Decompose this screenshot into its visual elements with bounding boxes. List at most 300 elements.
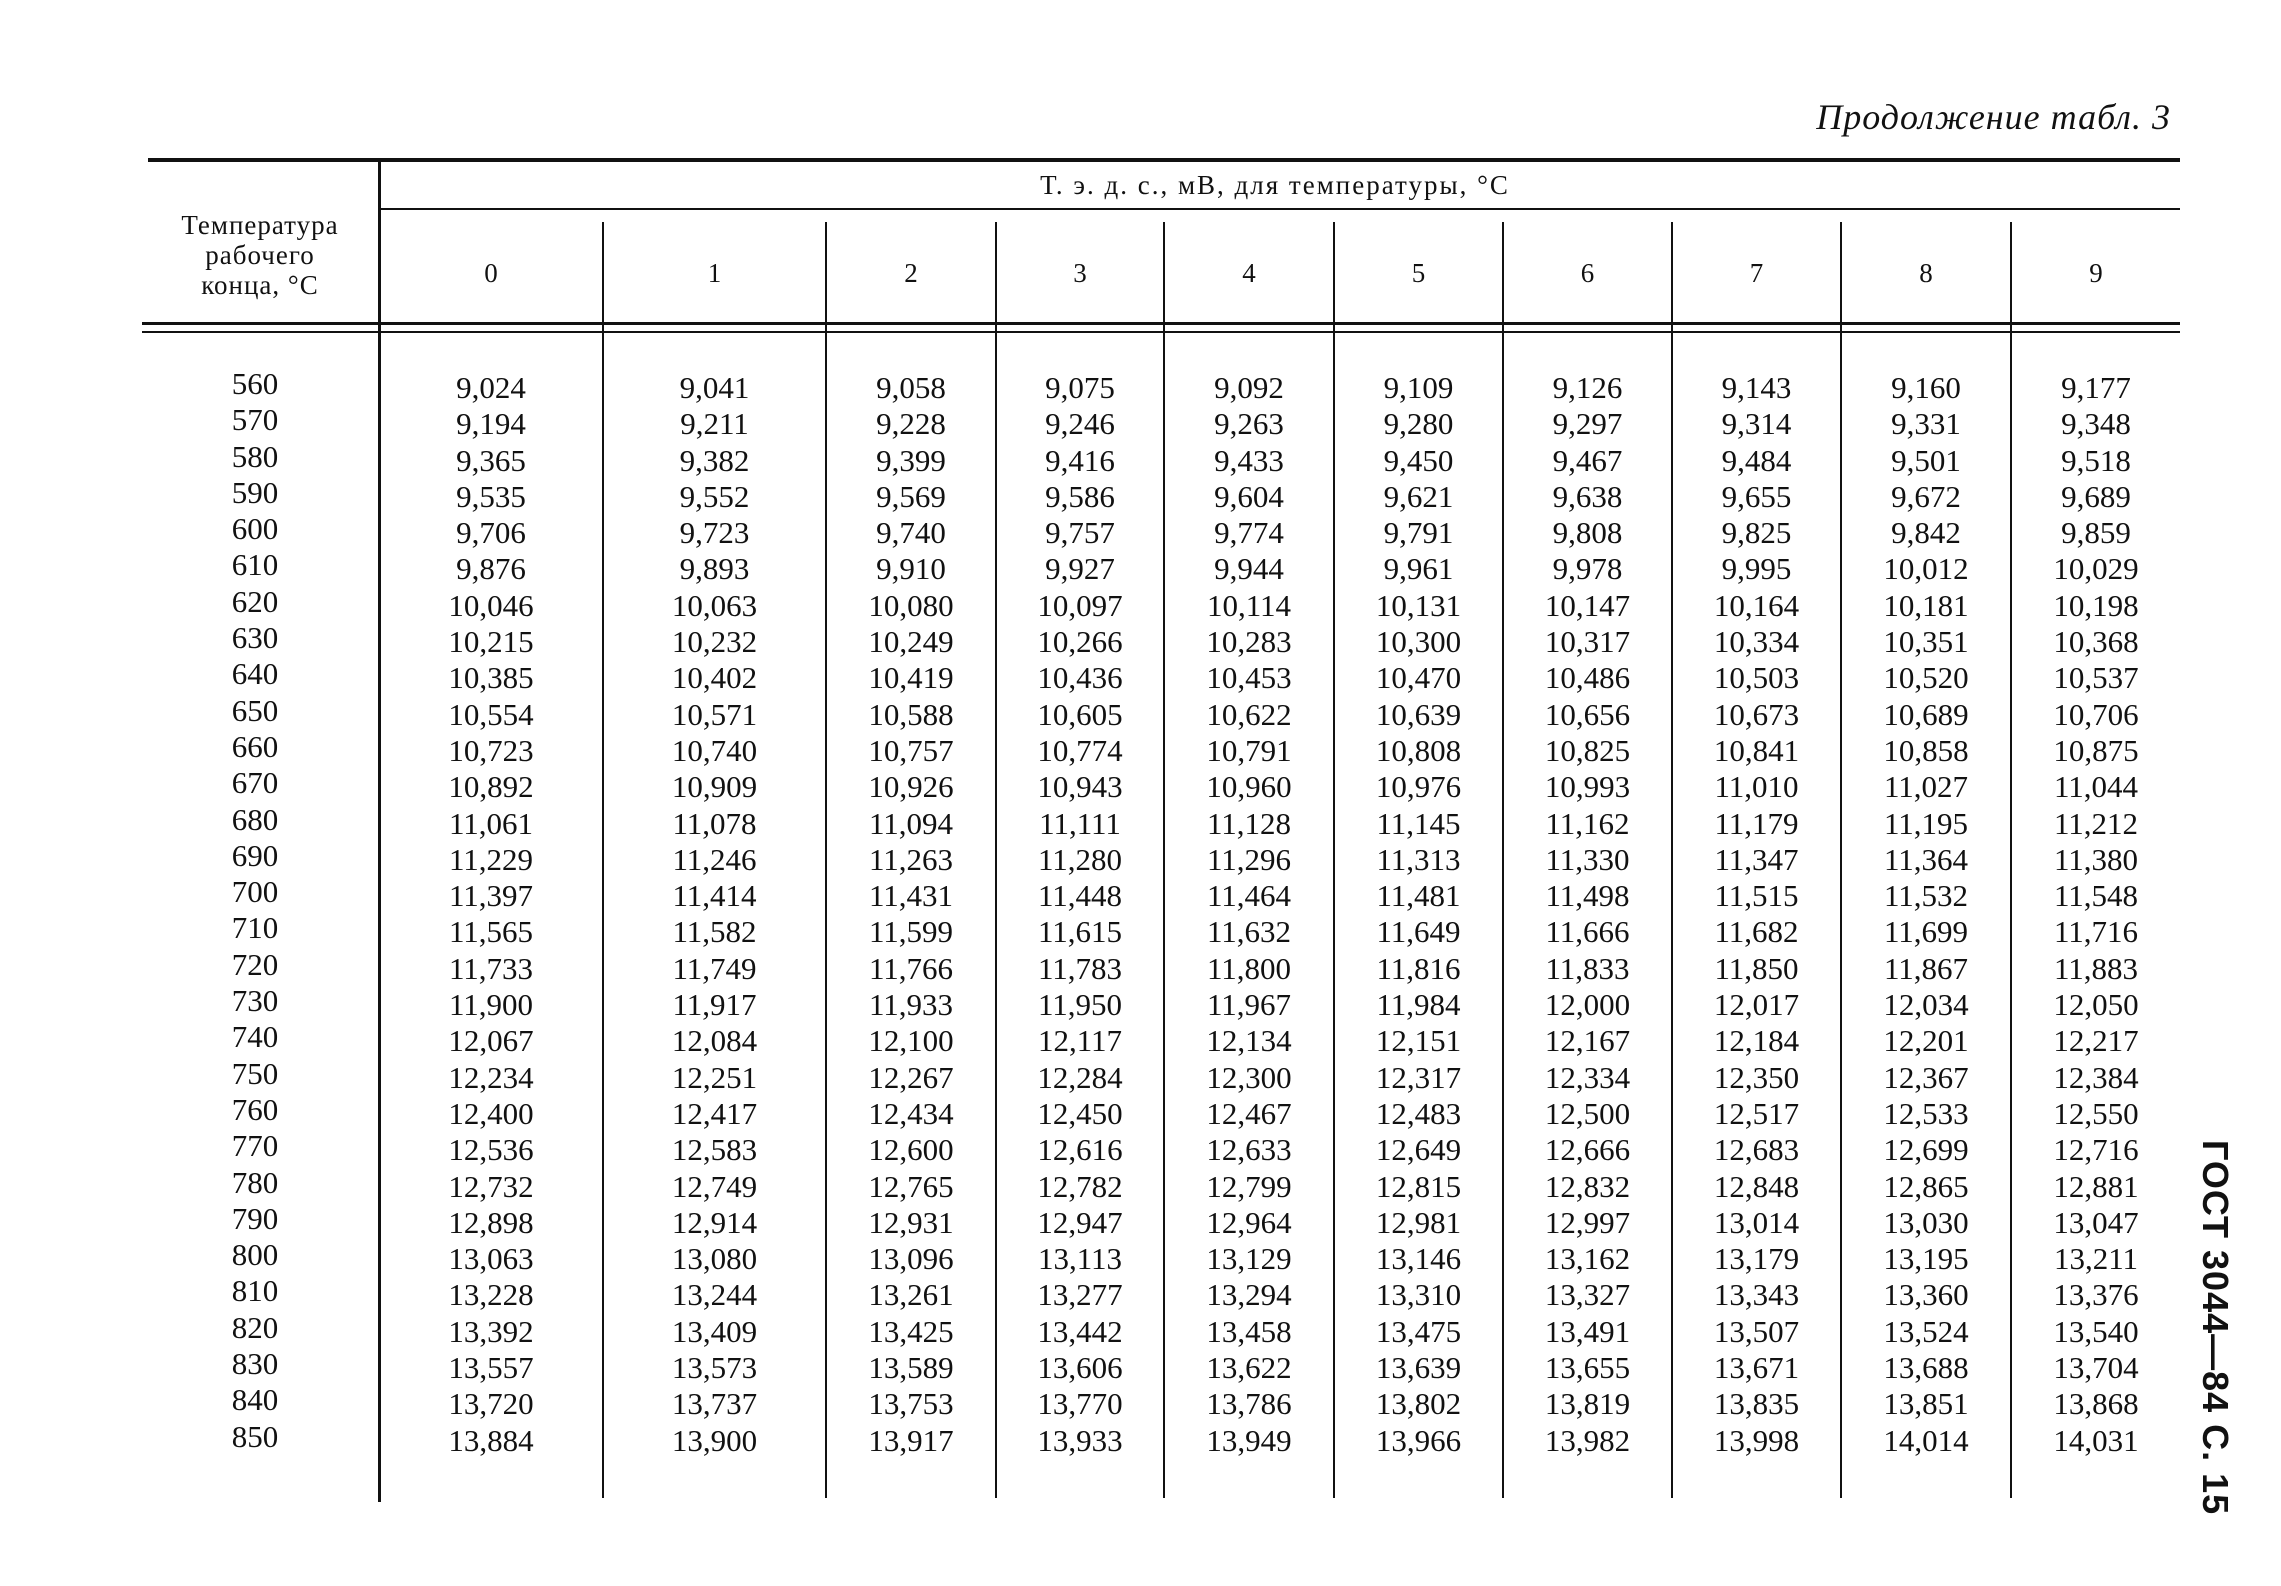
value-cell: 14,031 [2053, 1422, 2139, 1458]
value-cell: 12,947 [1037, 1204, 1123, 1240]
temperature-column [140, 366, 370, 1455]
value-cell: 10,486 [1544, 660, 1631, 696]
temperature-cell: 790 [231, 1200, 279, 1236]
value-cell: 11,565 [448, 914, 534, 950]
value-cell: 9,689 [2061, 478, 2131, 514]
value-cell: 13,982 [1544, 1422, 1631, 1458]
value-cell: 13,080 [671, 1241, 758, 1277]
temperature-cell: 700 [231, 874, 279, 910]
value-cell: 13,720 [448, 1386, 534, 1422]
value-cell: 10,825 [1544, 732, 1631, 768]
temperature-cell: 740 [231, 1019, 279, 1055]
value-cell: 13,900 [671, 1422, 758, 1458]
top-rule [148, 158, 2180, 162]
value-cell: 9,467 [1552, 442, 1623, 478]
value-cell: 13,589 [868, 1350, 954, 1386]
value-cell: 10,266 [1037, 624, 1123, 660]
value-cell: 12,267 [868, 1059, 954, 1095]
value-cell: 13,933 [1037, 1422, 1123, 1458]
value-cell: 9,723 [679, 515, 750, 551]
value-cell: 12,184 [1713, 1023, 1800, 1059]
value-cell: 13,786 [1206, 1386, 1292, 1422]
value-cell: 11,296 [1206, 841, 1292, 877]
value-cell: 9,774 [1214, 515, 1284, 551]
value-cell: 10,757 [868, 732, 954, 768]
value-cell: 13,244 [671, 1277, 758, 1313]
value-cell: 12,417 [671, 1095, 758, 1131]
value-cell: 9,586 [1045, 478, 1115, 514]
value-cell: 11,733 [448, 950, 534, 986]
value-cell: 11,162 [1545, 805, 1630, 841]
value-cell: 13,162 [1544, 1241, 1631, 1277]
value-cell: 14,014 [1883, 1422, 1969, 1458]
value-cell: 13,146 [1375, 1241, 1462, 1277]
value-cell: 13,606 [1037, 1350, 1123, 1386]
value-cell: 12,067 [448, 1023, 534, 1059]
value-cell: 9,331 [1891, 406, 1961, 442]
value-cell: 13,770 [1037, 1386, 1123, 1422]
value-cell: 11,632 [1206, 914, 1292, 950]
row-header-line-1: Температура [181, 210, 339, 240]
value-cell: 13,671 [1713, 1350, 1800, 1386]
value-cell: 11,682 [1714, 914, 1799, 950]
value-cell: 13,819 [1544, 1386, 1631, 1422]
value-cell: 11,280 [1037, 841, 1123, 877]
value-cell: 12,050 [2053, 987, 2139, 1023]
value-cell: 11,548 [2053, 878, 2139, 914]
value-cell: 9,842 [1891, 515, 1961, 551]
value-cell: 13,030 [1883, 1204, 1969, 1240]
value-cell: 10,385 [448, 660, 534, 696]
value-cell: 9,211 [680, 406, 749, 442]
value-cell: 9,399 [876, 442, 946, 478]
value-cell: 11,850 [1714, 950, 1799, 986]
value-cell: 10,875 [2053, 732, 2139, 768]
value-cell: 13,475 [1375, 1313, 1462, 1349]
value-cell: 11,649 [1376, 914, 1461, 950]
value-cell: 11,833 [1545, 950, 1630, 986]
value-cell: 13,360 [1883, 1277, 1969, 1313]
value-cell: 12,550 [2053, 1095, 2139, 1131]
value-cell: 11,044 [2053, 769, 2139, 805]
value-cell: 11,094 [868, 805, 954, 841]
value-cell: 9,757 [1045, 515, 1115, 551]
value-cell: 12,865 [1883, 1168, 1969, 1204]
value-cell: 10,063 [671, 587, 758, 623]
value-cell: 13,277 [1037, 1277, 1123, 1313]
value-cell: 13,966 [1375, 1422, 1462, 1458]
value-cell: 11,666 [1545, 914, 1630, 950]
value-cell: 11,330 [1545, 841, 1630, 877]
data-column-9 [2012, 370, 2180, 1459]
value-cell: 13,458 [1206, 1313, 1292, 1349]
value-cell: 9,058 [876, 370, 946, 405]
value-cell: 13,310 [1375, 1277, 1462, 1313]
row-header-line-3: конца, °С [201, 270, 319, 300]
value-cell: 12,666 [1544, 1132, 1631, 1168]
value-cell: 12,782 [1037, 1168, 1123, 1204]
value-cell: 10,673 [1713, 696, 1800, 732]
value-cell: 12,997 [1544, 1204, 1631, 1240]
value-cell: 13,949 [1206, 1422, 1292, 1458]
value-cell: 12,450 [1037, 1095, 1123, 1131]
temperature-cell: 770 [231, 1128, 279, 1164]
data-column-5 [1335, 370, 1502, 1459]
value-cell: 13,868 [2053, 1386, 2139, 1422]
value-cell: 9,655 [1721, 478, 1792, 514]
value-cell: 10,639 [1375, 696, 1462, 732]
value-cell: 10,605 [1037, 696, 1123, 732]
value-cell: 9,126 [1552, 370, 1623, 405]
value-cell: 10,181 [1883, 587, 1969, 623]
value-cell: 9,450 [1383, 442, 1454, 478]
data-column-3 [997, 370, 1163, 1459]
value-cell: 10,470 [1375, 660, 1462, 696]
value-cell: 10,419 [868, 660, 954, 696]
value-cell: 13,704 [2053, 1350, 2139, 1386]
digit-header-8: 8 [1919, 258, 1933, 288]
value-cell: 12,583 [671, 1132, 758, 1168]
value-cell: 11,212 [2053, 805, 2139, 841]
value-cell: 10,046 [448, 587, 534, 623]
value-cell: 9,348 [2061, 406, 2131, 442]
value-cell: 11,347 [1714, 841, 1799, 877]
temperature-cell: 630 [231, 620, 279, 656]
value-cell: 11,615 [1037, 914, 1123, 950]
value-cell: 11,716 [2053, 914, 2139, 950]
digit-header-6: 6 [1580, 258, 1595, 288]
table-caption: Продолжение табл. 3 [1816, 97, 2171, 137]
value-cell: 9,893 [679, 551, 750, 587]
value-cell: 12,815 [1375, 1168, 1462, 1204]
value-cell: 10,351 [1883, 624, 1969, 660]
data-column-1 [604, 370, 825, 1459]
value-cell: 12,716 [2053, 1132, 2139, 1168]
value-cell: 9,075 [1045, 370, 1115, 405]
temperature-cell: 840 [231, 1382, 279, 1418]
data-column-2 [827, 370, 995, 1459]
value-cell: 11,900 [448, 987, 534, 1023]
value-cell: 13,884 [448, 1422, 534, 1458]
value-cell: 13,655 [1544, 1350, 1631, 1386]
value-cell: 9,194 [456, 406, 526, 442]
value-cell: 9,927 [1045, 551, 1115, 587]
value-cell: 10,164 [1713, 587, 1800, 623]
value-cell: 9,791 [1383, 515, 1454, 551]
value-cell: 12,832 [1544, 1168, 1631, 1204]
value-cell: 12,616 [1037, 1132, 1123, 1168]
value-cell: 12,300 [1206, 1059, 1292, 1095]
value-cell: 12,167 [1544, 1023, 1631, 1059]
value-cell: 13,343 [1713, 1277, 1800, 1313]
value-cell: 12,201 [1883, 1023, 1969, 1059]
value-cell: 13,195 [1883, 1241, 1969, 1277]
value-cell: 11,800 [1206, 950, 1292, 986]
value-cell: 10,723 [448, 732, 534, 768]
value-cell: 11,867 [1883, 950, 1969, 986]
value-cell: 12,134 [1206, 1023, 1292, 1059]
value-cell: 12,931 [868, 1204, 954, 1240]
value-cell: 11,749 [672, 950, 757, 986]
temperature-cell: 850 [231, 1418, 279, 1454]
value-cell: 13,557 [448, 1350, 534, 1386]
temperature-cell: 710 [231, 910, 279, 946]
temperature-cell: 750 [231, 1055, 279, 1091]
value-cell: 10,029 [2053, 551, 2139, 587]
value-cell: 10,520 [1883, 660, 1969, 696]
value-cell: 10,571 [671, 696, 758, 732]
value-cell: 10,097 [1037, 587, 1123, 623]
temperature-cell: 780 [231, 1164, 279, 1200]
value-cell: 9,484 [1721, 442, 1792, 478]
value-cell: 9,961 [1383, 551, 1454, 587]
value-cell: 11,263 [868, 841, 954, 877]
value-cell: 12,084 [671, 1023, 758, 1059]
value-cell: 12,981 [1375, 1204, 1462, 1240]
digit-header-2: 2 [904, 258, 918, 288]
temperature-cell: 620 [231, 583, 279, 619]
value-cell: 10,960 [1206, 769, 1292, 805]
value-cell: 10,909 [671, 769, 758, 805]
value-cell: 11,515 [1714, 878, 1799, 914]
value-cell: 10,554 [448, 696, 534, 732]
temperature-cell: 800 [231, 1237, 279, 1273]
value-cell: 11,431 [868, 878, 954, 914]
value-cell: 13,096 [868, 1241, 954, 1277]
value-cell: 13,442 [1037, 1313, 1123, 1349]
value-cell: 11,481 [1376, 878, 1461, 914]
value-cell: 9,518 [2061, 442, 2131, 478]
data-column-4 [1165, 370, 1333, 1459]
value-cell: 13,179 [1713, 1241, 1800, 1277]
value-cell: 12,234 [448, 1059, 534, 1095]
value-cell: 9,944 [1214, 551, 1284, 587]
value-cell: 10,114 [1206, 587, 1292, 623]
temperature-cell: 730 [231, 983, 279, 1019]
data-column-8 [1842, 370, 2010, 1459]
side-label: ГОСТ 3044—84 С. 15 [2195, 1140, 2236, 1516]
value-cell: 12,500 [1544, 1095, 1631, 1131]
value-cell: 11,917 [672, 987, 757, 1023]
value-cell: 13,998 [1713, 1422, 1800, 1458]
value-cell: 13,014 [1713, 1204, 1800, 1240]
digit-header-9: 9 [2089, 258, 2103, 288]
value-cell: 13,507 [1713, 1313, 1800, 1349]
value-cell: 9,024 [456, 370, 526, 405]
value-cell: 9,365 [456, 442, 526, 478]
value-cell: 13,129 [1206, 1241, 1292, 1277]
value-cell: 13,113 [1037, 1241, 1123, 1277]
value-cell: 13,425 [868, 1313, 954, 1349]
value-cell: 12,633 [1206, 1132, 1292, 1168]
value-cell: 9,228 [876, 406, 946, 442]
value-cell: 12,799 [1206, 1168, 1292, 1204]
value-cell: 9,433 [1214, 442, 1284, 478]
value-cell: 13,688 [1883, 1350, 1969, 1386]
value-cell: 11,078 [672, 805, 757, 841]
value-cell: 9,143 [1721, 370, 1792, 405]
digit-header-7: 7 [1749, 258, 1764, 288]
value-cell: 9,280 [1383, 406, 1454, 442]
value-cell: 11,380 [2053, 841, 2139, 877]
value-cell: 9,160 [1891, 370, 1961, 405]
value-cell: 9,416 [1045, 442, 1115, 478]
value-cell: 13,622 [1206, 1350, 1292, 1386]
value-cell: 12,334 [1544, 1059, 1631, 1095]
value-cell: 9,297 [1552, 406, 1623, 442]
value-cell: 10,232 [671, 624, 758, 660]
temperature-cell: 590 [231, 474, 279, 510]
value-cell: 9,604 [1214, 478, 1284, 514]
value-cell: 11,532 [1883, 878, 1969, 914]
temperature-cell: 580 [231, 438, 279, 474]
value-cell: 9,876 [456, 551, 526, 587]
value-cell: 12,100 [868, 1023, 954, 1059]
value-cell: 9,621 [1383, 478, 1454, 514]
value-cell: 12,848 [1713, 1168, 1800, 1204]
value-cell: 11,246 [672, 841, 757, 877]
value-cell: 10,943 [1037, 769, 1123, 805]
value-cell: 13,327 [1544, 1277, 1631, 1313]
value-cell: 11,111 [1039, 805, 1121, 841]
temperature-cell: 820 [231, 1309, 279, 1345]
value-cell: 11,699 [1883, 914, 1969, 950]
value-cell: 10,808 [1375, 732, 1462, 768]
value-cell: 12,217 [2053, 1023, 2139, 1059]
value-cell: 9,109 [1383, 370, 1454, 405]
value-cell: 10,402 [671, 660, 758, 696]
value-cell: 10,198 [2053, 587, 2139, 623]
value-cell: 13,228 [448, 1277, 534, 1313]
value-cell: 9,314 [1721, 406, 1792, 442]
digit-header-5: 5 [1411, 258, 1426, 288]
value-cell: 13,917 [868, 1422, 954, 1458]
value-cell: 9,535 [456, 478, 526, 514]
value-cell: 10,892 [448, 769, 534, 805]
temperature-cell: 650 [231, 692, 279, 728]
value-cell: 13,573 [671, 1350, 758, 1386]
digit-header-0: 0 [484, 258, 498, 288]
value-cell: 9,859 [2061, 515, 2131, 551]
value-cell: 11,783 [1037, 950, 1123, 986]
digit-header-4: 4 [1242, 258, 1256, 288]
value-cell: 11,582 [672, 914, 757, 950]
value-cell: 11,128 [1206, 805, 1292, 841]
temperature-cell: 610 [231, 547, 279, 583]
value-cell: 11,010 [1714, 769, 1799, 805]
value-cell: 13,753 [868, 1386, 954, 1422]
value-cell: 10,622 [1206, 696, 1292, 732]
value-cell: 10,012 [1883, 551, 1969, 587]
temperature-cell: 830 [231, 1346, 279, 1382]
value-cell: 12,467 [1206, 1095, 1292, 1131]
value-cell: 12,533 [1883, 1095, 1969, 1131]
value-cell: 10,147 [1544, 587, 1631, 623]
value-cell: 10,858 [1883, 732, 1969, 768]
digit-header-3: 3 [1073, 258, 1087, 288]
value-cell: 11,364 [1883, 841, 1969, 877]
value-cell: 13,540 [2053, 1313, 2139, 1349]
value-cell: 12,699 [1883, 1132, 1969, 1168]
value-cell: 12,384 [2053, 1059, 2139, 1095]
value-cell: 11,179 [1714, 805, 1799, 841]
value-cell: 11,145 [1376, 805, 1461, 841]
column-group-title: Т. э. д. с., мВ, для температуры, °С [1040, 170, 1510, 200]
value-cell: 9,552 [679, 478, 750, 514]
value-cell: 10,283 [1206, 624, 1292, 660]
value-cell: 10,926 [868, 769, 954, 805]
row-header-line-2: рабочего [205, 240, 315, 270]
temperature-cell: 680 [231, 801, 279, 837]
value-cell: 9,092 [1214, 370, 1284, 405]
value-cell: 10,368 [2053, 624, 2139, 660]
value-cell: 10,436 [1037, 660, 1123, 696]
value-cell: 11,195 [1883, 805, 1969, 841]
header-bottom-rule [142, 322, 2180, 325]
header-bottom-rule-2 [142, 331, 2180, 333]
value-cell: 11,414 [672, 878, 757, 914]
value-cell: 12,964 [1206, 1204, 1292, 1240]
value-cell: 11,599 [868, 914, 954, 950]
value-cell: 12,400 [448, 1095, 534, 1131]
value-cell: 10,503 [1713, 660, 1800, 696]
value-cell: 12,765 [868, 1168, 954, 1204]
value-cell: 12,483 [1375, 1095, 1462, 1131]
value-cell: 9,995 [1721, 551, 1792, 587]
value-cell: 10,453 [1206, 660, 1292, 696]
value-cell: 10,334 [1713, 624, 1800, 660]
value-cell: 12,000 [1544, 987, 1631, 1023]
value-cell: 12,536 [448, 1132, 534, 1168]
value-cell: 13,639 [1375, 1350, 1462, 1386]
value-cell: 10,706 [2053, 696, 2139, 732]
value-cell: 11,313 [1376, 841, 1461, 877]
value-cell: 12,284 [1037, 1059, 1123, 1095]
value-cell: 11,950 [1037, 987, 1123, 1023]
value-cell: 11,397 [448, 878, 534, 914]
value-cell: 11,061 [448, 805, 534, 841]
value-cell: 10,841 [1713, 732, 1800, 768]
value-cell: 11,816 [1376, 950, 1461, 986]
value-cell: 9,910 [876, 551, 946, 587]
value-cell: 12,251 [671, 1059, 758, 1095]
value-cell: 12,034 [1883, 987, 1969, 1023]
value-cell: 10,249 [868, 624, 954, 660]
value-cell: 10,537 [2053, 660, 2139, 696]
value-cell: 11,933 [868, 987, 954, 1023]
value-cell: 9,638 [1552, 478, 1623, 514]
value-cell: 13,063 [448, 1241, 534, 1277]
value-cell: 11,498 [1545, 878, 1630, 914]
value-cell: 9,177 [2061, 370, 2131, 405]
value-cell: 12,350 [1713, 1059, 1800, 1095]
value-cell: 11,464 [1206, 878, 1292, 914]
value-cell: 11,027 [1883, 769, 1969, 805]
temperature-cell: 640 [231, 656, 279, 692]
value-cell: 10,774 [1037, 732, 1123, 768]
value-cell: 9,808 [1552, 515, 1623, 551]
value-cell: 10,656 [1544, 696, 1631, 732]
value-cell: 9,978 [1552, 551, 1623, 587]
data-column-7 [1673, 370, 1840, 1459]
value-cell: 13,409 [671, 1313, 758, 1349]
value-cell: 9,382 [679, 442, 750, 478]
value-cell: 10,588 [868, 696, 954, 732]
value-cell: 10,791 [1206, 732, 1292, 768]
value-cell: 12,117 [1037, 1023, 1123, 1059]
value-cell: 13,261 [868, 1277, 954, 1313]
temperature-cell: 560 [231, 366, 279, 401]
